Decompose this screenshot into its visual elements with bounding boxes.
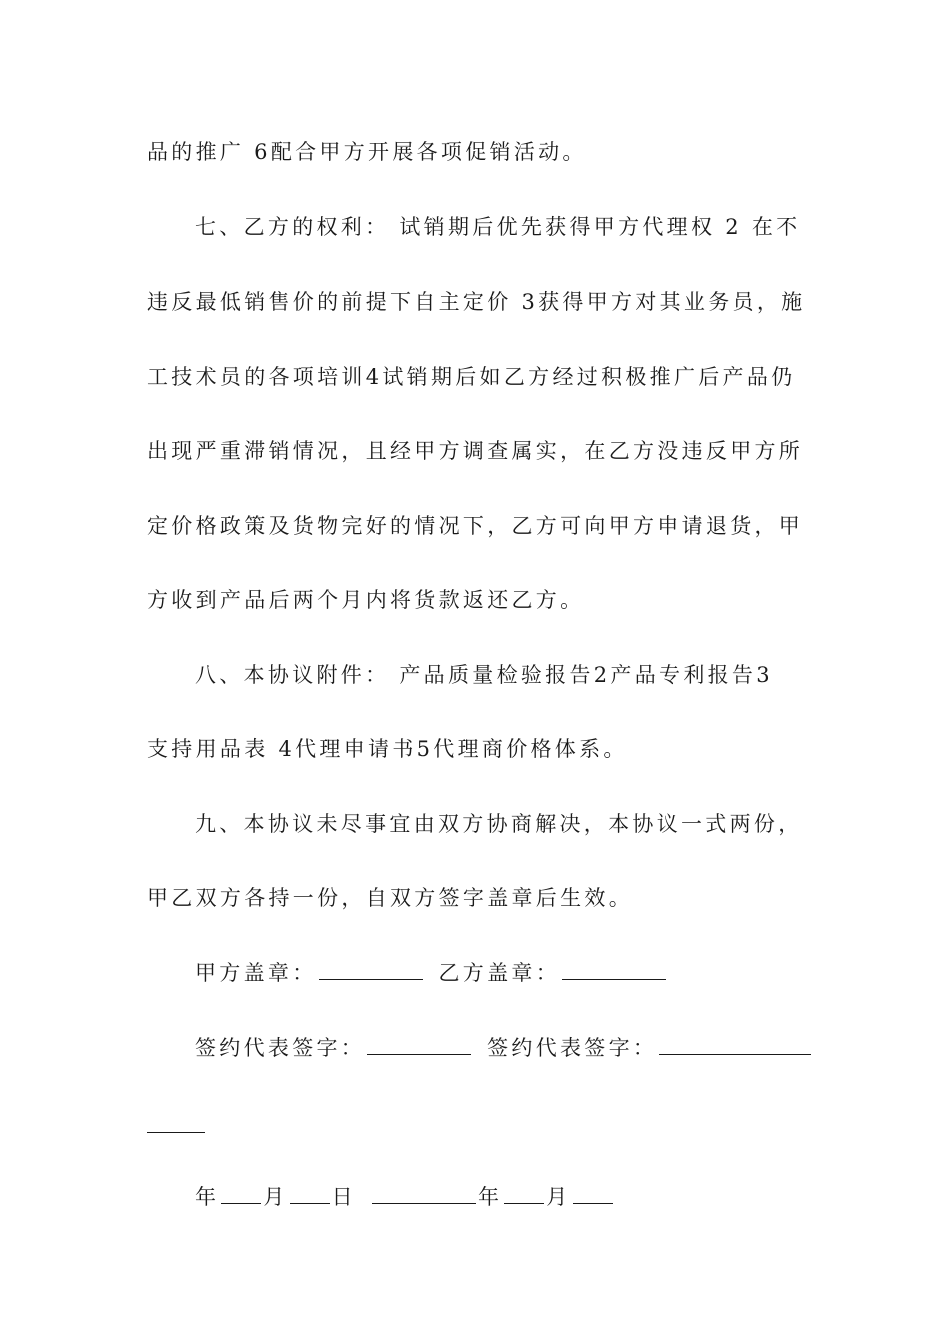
party-b-seal-blank — [562, 959, 666, 980]
party-b-seal-label: 乙方盖章： — [438, 961, 560, 985]
day-label-a: 日 — [331, 1185, 356, 1209]
paragraph-line: 甲乙双方各持一份，自双方签字盖章后生效。 — [147, 886, 633, 910]
rep-sign-b-label: 签约代表签字： — [487, 1036, 658, 1060]
day-blank-a — [290, 1183, 330, 1204]
rep-sign-b-blank — [659, 1034, 811, 1055]
party-a-seal-label: 甲方盖章： — [195, 961, 317, 985]
paragraph-line: 工技术员的各项培训4试销期后如乙方经过积极推广后产品仍 — [147, 365, 796, 389]
paragraph-line: 定价格政策及货物完好的情况下，乙方可向甲方申请退货，甲 — [147, 514, 804, 538]
month-blank-a — [221, 1183, 261, 1204]
paragraph-line: 七、乙方的权利： 试销期后优先获得甲方代理权 2 在不 — [195, 215, 801, 239]
rep-sign-line — [195, 1033, 813, 1063]
paragraph-line: 九、本协议未尽事宜由双方协商解决，本协议一式两份， — [195, 812, 803, 836]
rep-sign-b-blank-continuation — [147, 1132, 205, 1133]
paragraph-line: 违反最低销售价的前提下自主定价 3获得甲方对其业务员，施 — [147, 290, 806, 314]
seal-line — [195, 958, 668, 988]
rep-sign-a-blank — [367, 1034, 471, 1055]
day-blank-b — [573, 1183, 613, 1204]
month-label-a: 月 — [263, 1185, 288, 1209]
year-blank-b — [372, 1183, 476, 1204]
month-blank-b — [504, 1183, 544, 1204]
paragraph-line: 八、本协议附件： 产品质量检验报告2产品专利报告3 — [195, 663, 773, 687]
date-line — [195, 1182, 615, 1212]
year-label-b: 年 — [477, 1185, 503, 1209]
paragraph-line: 出现严重滞销情况，且经甲方调查属实，在乙方没违反甲方所 — [147, 439, 804, 463]
month-label-b: 月 — [546, 1185, 571, 1209]
paragraph-line: 方收到产品后两个月内将货款返还乙方。 — [147, 588, 585, 612]
paragraph-line: 品的推广 6配合甲方开展各项促销活动。 — [147, 140, 587, 164]
year-label-a: 年 — [195, 1185, 220, 1209]
rep-sign-a-label: 签约代表签字： — [195, 1036, 366, 1060]
paragraph-line: 支持用品表 4代理申请书5代理商价格体系。 — [147, 737, 628, 761]
party-a-seal-blank — [319, 959, 423, 980]
